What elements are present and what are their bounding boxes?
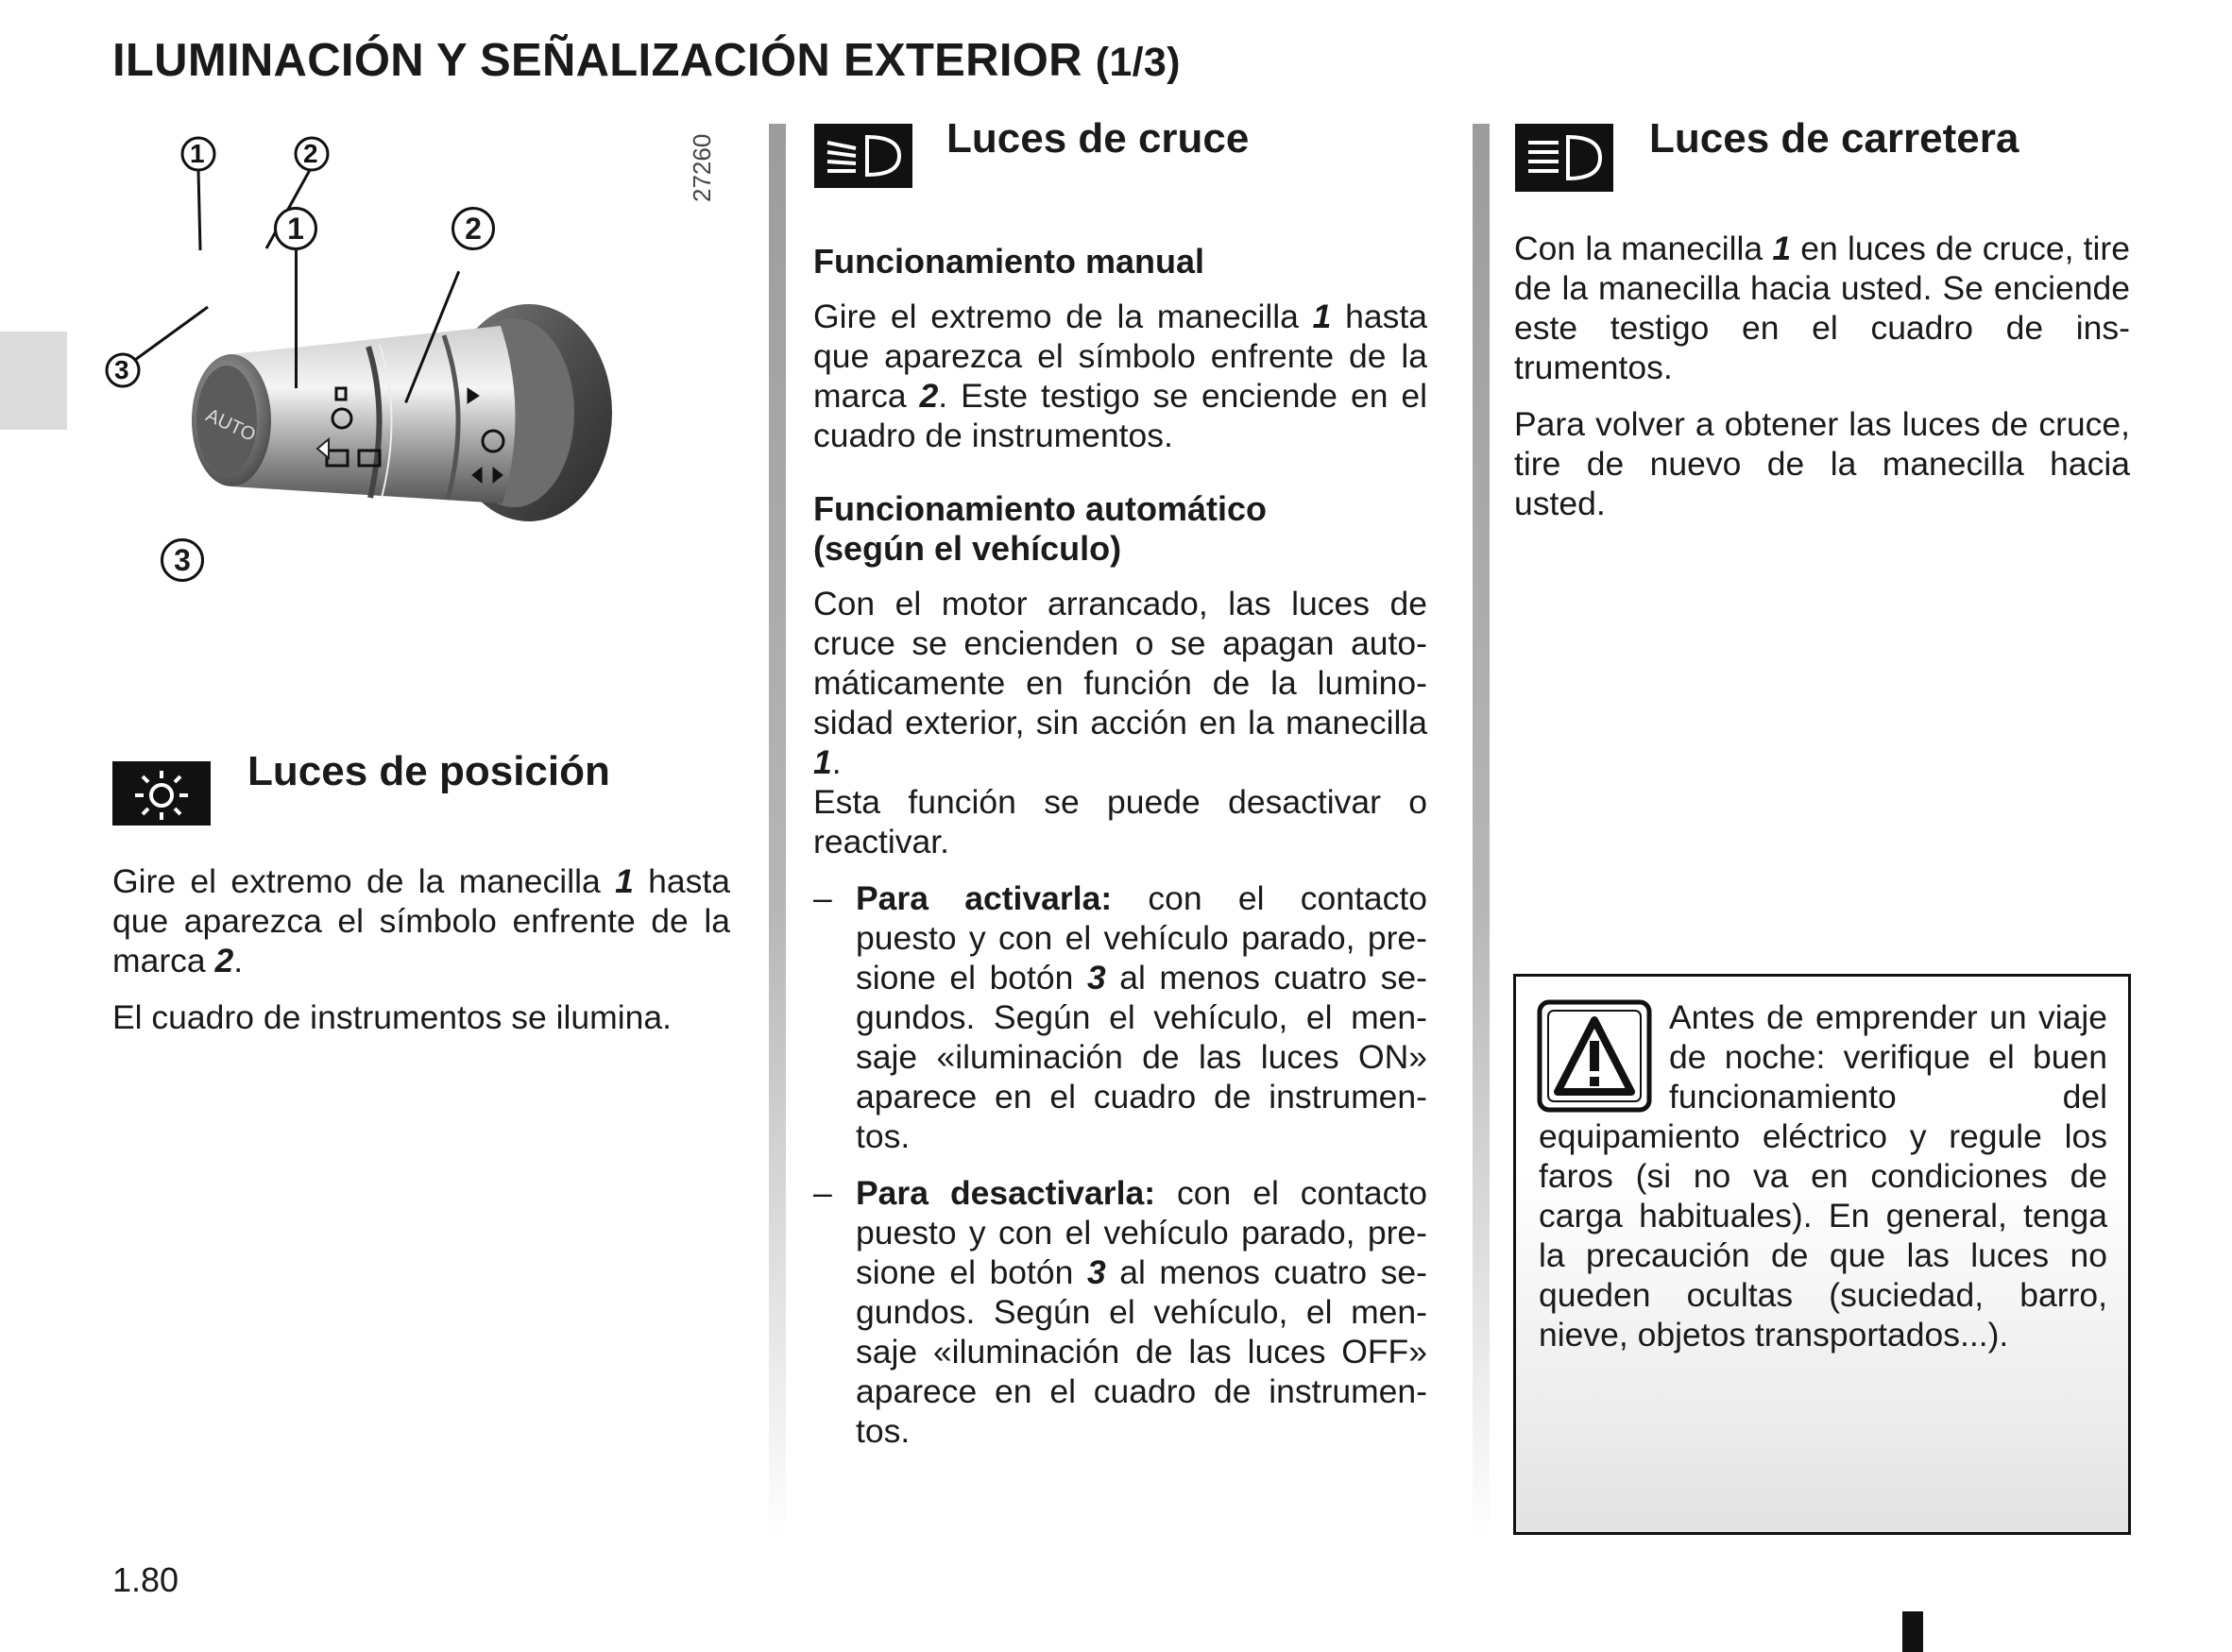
dipped-beam-heading: Luces de cruce (946, 115, 1250, 162)
reference-3: 3 (1086, 1253, 1106, 1291)
figure-code: 27260 (688, 133, 716, 202)
page-title (112, 34, 1181, 87)
column-divider-1 (769, 124, 786, 1541)
main-beam-text (1514, 229, 2130, 540)
main-beam-paragraph-2: Para volver a obtener las luces de cruce, tire de nuevo de la manecilla hacia usted. (1514, 405, 2130, 522)
callout-badge-1: 1 (274, 207, 317, 250)
warning-content (1539, 997, 2107, 1354)
callout-3: 3 (114, 355, 129, 384)
callout-badge-3: 3 (161, 538, 204, 582)
page-title-main: ILUMINACIÓN Y SEÑALIZACIÓN EXTERIOR (112, 35, 1096, 86)
sidelight-icon (112, 761, 211, 826)
automatic-operation-paragraph-1 (813, 584, 1427, 782)
text-run: Con el motor arrancado, las luces de cruce se encienden o se apagan automáticamente en función de la luminosidad exterior, sin acción en la manecilla (813, 585, 1427, 741)
text-run: con el contacto puesto y con el vehículo parado, presione el botón (856, 1174, 1428, 1291)
text-run: con el contacto puesto y con el vehículo parado, presione el botón (856, 879, 1428, 996)
text-run: Gire el extremo de la manecilla (813, 298, 1313, 335)
text-run: . (831, 743, 842, 781)
text-run: hasta que aparezca el símbolo enfrente de la marca (813, 298, 1427, 415)
auto-label: AUTO (202, 404, 259, 447)
reference-1: 1 (615, 862, 634, 900)
warning-triangle-icon (1537, 999, 1652, 1113)
main-beam-paragraph-1 (1514, 229, 2130, 387)
callout-1: 1 (190, 139, 205, 168)
text-run: . Este testigo se enciende en el cuadro de instrumentos. (813, 377, 1427, 454)
deactivate-label: Para desactivarla: (856, 1174, 1156, 1212)
position-lights-paragraph-2: El cuadro de instrumentos se ilumina. (112, 998, 672, 1036)
callout-line-1 (295, 250, 298, 388)
deactivate-item-body (856, 1173, 1427, 1451)
dipped-beam-content (813, 242, 1427, 1468)
activate-item-body (856, 878, 1427, 1156)
page-title-suffix: (1/3) (1095, 40, 1181, 85)
manual-operation-paragraph (813, 297, 1427, 455)
position-lights-heading: Luces de posición (247, 748, 610, 794)
dash-mark: – (813, 1174, 832, 1212)
deactivate-item (813, 1173, 1427, 1451)
automatic-operation-title (813, 489, 1427, 569)
text-run: . (233, 942, 244, 979)
text-run: hasta que aparezca el símbolo enfrente de la marca (112, 862, 730, 979)
reference-1: 1 (1772, 230, 1792, 267)
callout-badge-2: 2 (452, 207, 495, 250)
manual-operation-text (813, 297, 1427, 455)
reference-2: 2 (214, 942, 234, 979)
warning-text: Antes de emprender un viaje de noche: verifique el buen funcionamiento del equipamiento eléctrico y regule los faros (si no va en condiciones de carga habituales). En general, tenga la precaución de que las luces no queden ocultas (suciedad, barro, nieve, objetos transportados...). (1539, 998, 2107, 1354)
text-run: al menos cuatro segundos. Según el vehículo, el mensaje «iluminación de las luces OFF» aparece en el cuadro de instrumentos. (856, 1253, 1427, 1450)
dash-mark: – (813, 879, 832, 917)
position-lights-text (112, 861, 730, 1054)
main-beam-heading: Luces de carretera (1649, 115, 2019, 162)
text-run: al menos cuatro segundos. Según el vehículo, el mensaje «iluminación de las luces ON» aparece en el cuadro de instrumentos. (856, 959, 1427, 1155)
callout-2: 2 (303, 139, 318, 168)
main-beam-icon (1515, 124, 1613, 192)
reference-1: 1 (813, 743, 832, 781)
page-corner-mark (1902, 1611, 1923, 1652)
reference-1: 1 (1312, 298, 1332, 335)
warning-box (1513, 974, 2131, 1535)
automatic-operation-paragraph-2: Esta función se puede desactivar o reactivar. (813, 783, 1427, 860)
automatic-operation-title-line-2: (según el vehículo) (813, 529, 1122, 568)
position-lights-paragraph-1 (112, 861, 730, 980)
column-divider-2 (1473, 124, 1490, 1541)
manual-operation-title: Funcionamiento manual (813, 242, 1205, 281)
dipped-beam-icon (814, 124, 912, 188)
text-run: Con la manecilla (1514, 230, 1773, 267)
automatic-operation-title-line-1: Funcionamiento automático (813, 489, 1268, 528)
text-run: Gire el extremo de la manecilla (112, 862, 616, 900)
automatic-operation-text (813, 584, 1427, 1451)
page-number: 1.80 (112, 1560, 179, 1599)
reference-2: 2 (919, 377, 939, 415)
activate-label: Para activarla: (856, 879, 1113, 917)
chapter-tab (0, 332, 67, 430)
reference-3: 3 (1086, 959, 1106, 996)
text-run: en luces de cruce, tire de la manecilla hacia usted. Se enciende este testigo en el cuadro de instrumentos. (1514, 230, 2130, 386)
activate-item (813, 878, 1427, 1156)
